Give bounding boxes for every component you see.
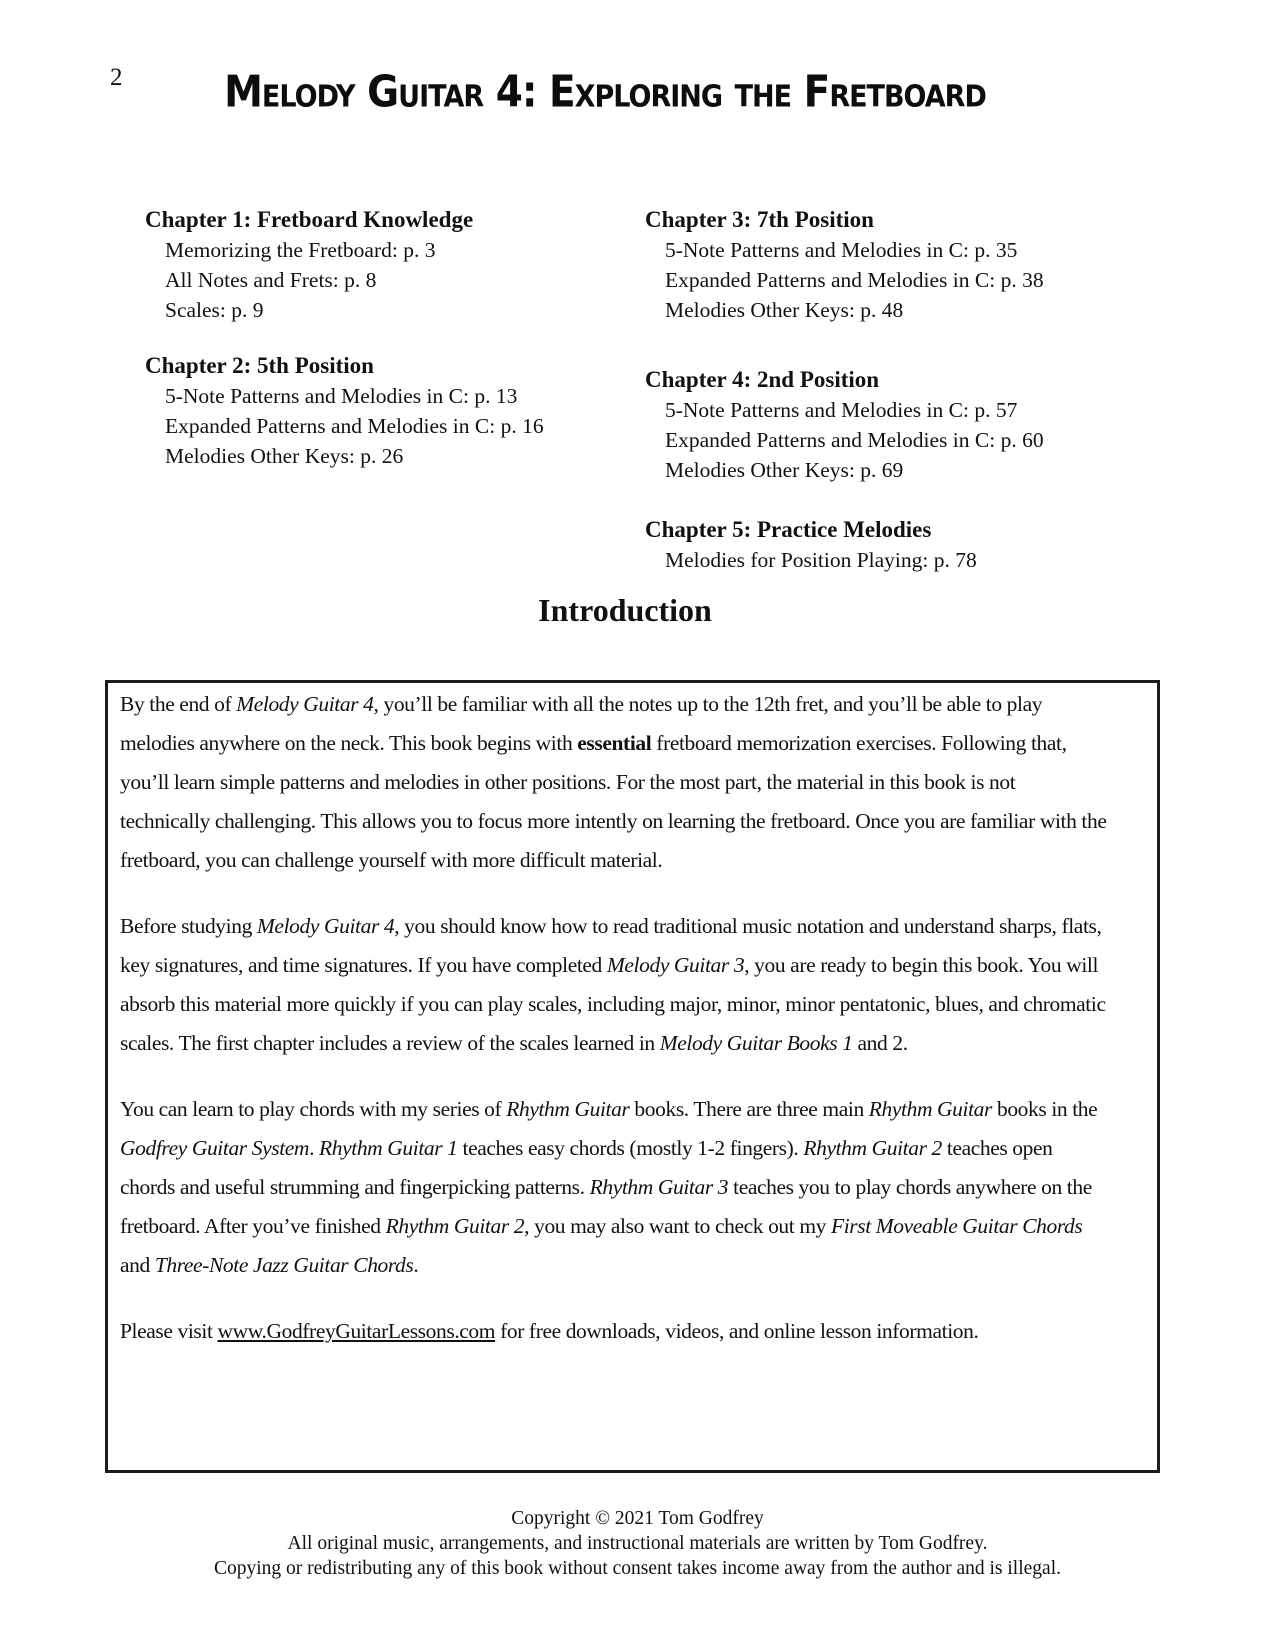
text-run: teaches you to play chords anywhere on the fretboard. After you’ve finished <box>120 1175 1092 1238</box>
toc-column-left <box>145 205 625 471</box>
text-run: Three-Note Jazz Guitar Chords <box>154 1253 414 1277</box>
toc-chapter-4 <box>645 365 1165 485</box>
toc-item: Expanded Patterns and Melodies in C: p. 60 <box>665 428 1044 452</box>
text-run: teaches easy chords (mostly 1-2 fingers). <box>457 1136 804 1160</box>
toc-item: Memorizing the Fretboard: p. 3 <box>165 238 436 262</box>
toc-item: Melodies Other Keys: p. 26 <box>165 444 404 468</box>
text-run: You can learn to play chords with my series of <box>120 1097 507 1121</box>
text-run: Melody Guitar 3 <box>606 953 745 977</box>
text-run: Melody Guitar 4 <box>236 692 374 716</box>
chapter-5-title: Chapter 5: Practice Melodies <box>645 517 932 542</box>
copyright-line: Copyright © 2021 Tom Godfrey <box>511 1508 764 1529</box>
text-run: Rhythm Guitar 1 <box>319 1136 458 1160</box>
website-link[interactable]: www.GodfreyGuitarLessons.com <box>217 1319 496 1343</box>
text-run: Before studying <box>120 914 257 938</box>
text-run: . <box>413 1253 419 1277</box>
toc-chapter-5 <box>645 515 1165 575</box>
intro-paragraph-2 <box>120 907 1109 1063</box>
text-run: Rhythm Guitar <box>506 1097 630 1121</box>
chapter-1-title: Chapter 1: Fretboard Knowledge <box>145 207 474 232</box>
introduction-box <box>105 680 1160 1473</box>
header <box>105 67 1105 118</box>
text-run: fretboard memorization exercises. Following that, you’ll learn simple patterns and melodies in other positions. For the most part, the material in this book is not technically challenging. This allows you to focus more intently on learning the fretboard. Once you are familiar with the fretboard, you can challenge yourself with more difficult material. <box>120 731 1107 872</box>
text-run: Rhythm Guitar 2 <box>803 1136 942 1160</box>
intro-paragraph-3 <box>120 1090 1109 1285</box>
page-number: 2 <box>110 64 123 91</box>
toc-chapter-3 <box>645 205 1165 325</box>
toc-item: Scales: p. 9 <box>165 298 264 322</box>
authorship-line: All original music, arrangements, and instructional materials are written by Tom Godfrey. <box>287 1533 988 1554</box>
text-run: essential <box>577 731 652 755</box>
text-run: , you are ready to begin this book. You will absorb this material more quickly if you can play scales, including major, minor, minor pentatonic, blues, and chromatic scales. The first chapter includes a review of the scales learned in <box>120 953 1106 1055</box>
text-run: , you may also want to check out my <box>524 1214 831 1238</box>
toc-item: 5-Note Patterns and Melodies in C: p. 35 <box>665 238 1018 262</box>
text-run: books in the <box>992 1097 1098 1121</box>
toc-chapter-2 <box>145 351 625 471</box>
toc-item: Melodies Other Keys: p. 69 <box>665 458 904 482</box>
text-run: Rhythm Guitar 3 <box>589 1175 729 1199</box>
intro-paragraph-1 <box>120 685 1109 880</box>
text-run: By the end of <box>120 692 237 716</box>
introduction-heading: Introduction <box>538 592 712 628</box>
toc-chapter-1 <box>145 205 625 325</box>
text-run: , you’ll be familiar with all the notes up to the 12th fret, and you’ll be able to play melodies anywhere on the neck. This book begins with <box>120 692 1043 755</box>
text-run: Rhythm Guitar <box>868 1097 992 1121</box>
footer <box>0 1506 1275 1581</box>
intro-paragraph-4 <box>120 1312 1109 1351</box>
text-run: Melody Guitar 4 <box>256 914 395 938</box>
text-run: books. There are three main <box>629 1097 869 1121</box>
text-run: . <box>309 1136 320 1160</box>
chapter-4-title: Chapter 4: 2nd Position <box>645 367 880 392</box>
toc-item: Melodies Other Keys: p. 48 <box>665 298 904 322</box>
toc-item: Melodies for Position Playing: p. 78 <box>665 548 977 572</box>
text-run: teaches open chords and useful strumming and fingerpicking patterns. <box>120 1136 1053 1199</box>
toc-item: 5-Note Patterns and Melodies in C: p. 13 <box>165 384 518 408</box>
text-run: , you should know how to read traditional music notation and understand sharps, flats, key signatures, and time signatures. If you have completed <box>120 914 1102 977</box>
toc-item: Expanded Patterns and Melodies in C: p. 38 <box>665 268 1044 292</box>
text-run: Rhythm Guitar 2 <box>385 1214 525 1238</box>
toc-item: 5-Note Patterns and Melodies in C: p. 57 <box>665 398 1018 422</box>
book-title: Melody Guitar 4: Exploring the Fretboard <box>224 67 986 118</box>
toc-item: All Notes and Frets: p. 8 <box>165 268 377 292</box>
text-run: and 2. <box>852 1031 908 1055</box>
text-run: Please visit <box>120 1319 218 1343</box>
toc-column-right <box>645 205 1165 575</box>
text-run: First Moveable Guitar Chords <box>830 1214 1083 1238</box>
text-run: and <box>120 1253 155 1277</box>
chapter-2-title: Chapter 2: 5th Position <box>145 353 374 378</box>
toc-item: Expanded Patterns and Melodies in C: p. 16 <box>165 414 544 438</box>
text-run: Godfrey Guitar System <box>120 1136 310 1160</box>
text-run: for free downloads, videos, and online lesson information. <box>495 1319 979 1343</box>
chapter-3-title: Chapter 3: 7th Position <box>645 207 874 232</box>
legal-line: Copying or redistributing any of this book without consent takes income away from the author and is illegal. <box>213 1558 1061 1579</box>
text-run: Melody Guitar Books 1 <box>659 1031 853 1055</box>
